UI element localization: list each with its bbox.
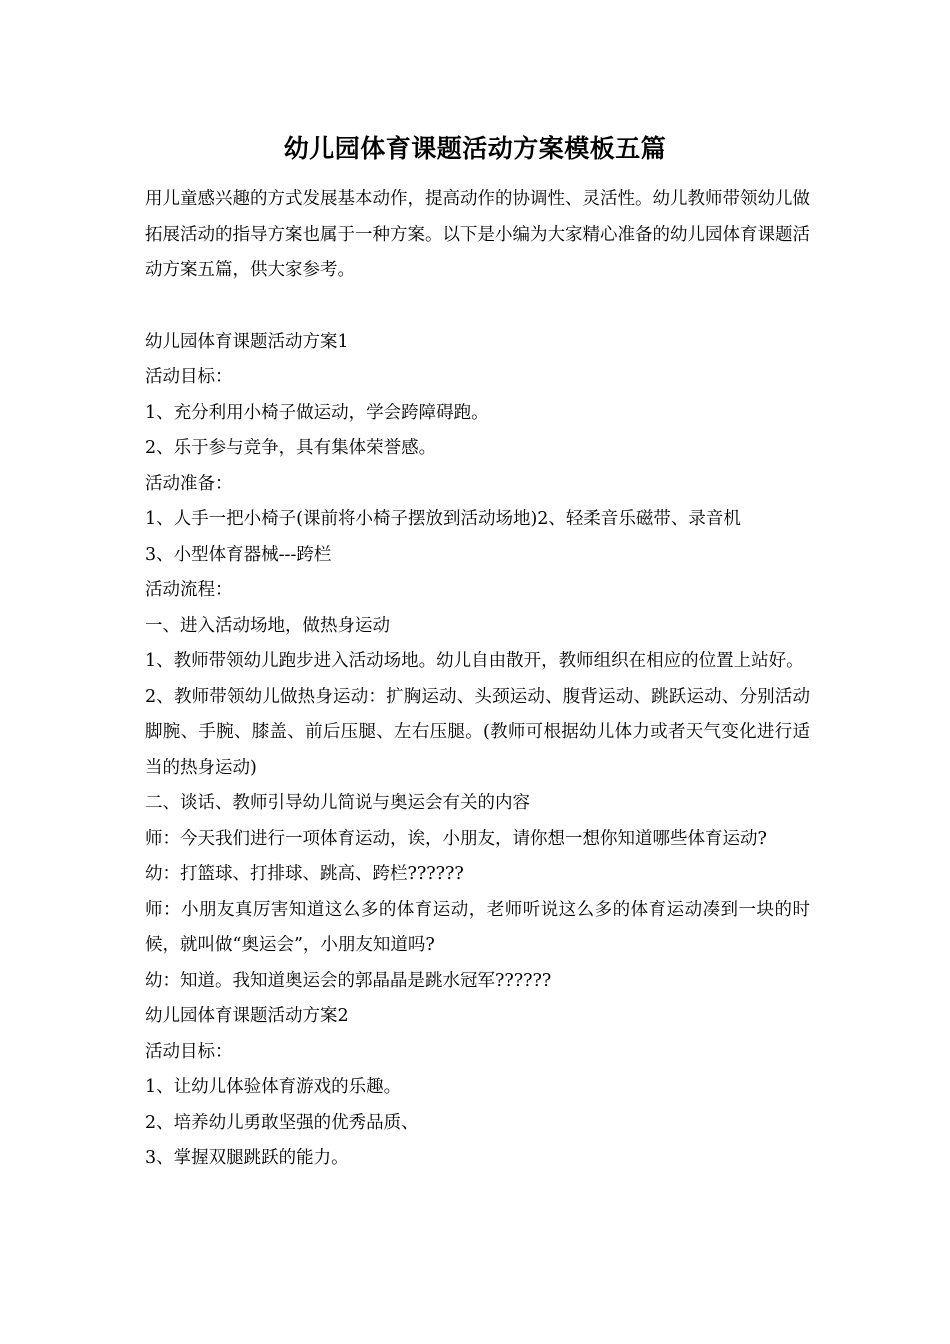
- goal-item: 2、培养幼儿勇敢坚强的优秀品质、: [145, 1112, 419, 1133]
- goal-item: 2、乐于参与竞争，具有集体荣誉感。: [145, 438, 437, 458]
- goals-heading: 活动目标：: [145, 367, 233, 387]
- intro-paragraph: 用儿童感兴趣的方式发展基本动作，提高动作的协调性、灵活性。幼儿教师带领幼儿做拓展活动的指导方案也属于一种方案。以下是小编为大家精心准备的幼儿园体育课题活动方案五篇，供大家参考。: [145, 189, 810, 280]
- dialogue-line: 师：今天我们进行一项体育运动，诶，小朋友，请你想一想你知道哪些体育运动?: [145, 828, 767, 849]
- process-heading: 活动流程：: [145, 580, 233, 600]
- document-title: 幼儿园体育课题活动方案模板五篇: [283, 134, 667, 163]
- document-body: [145, 182, 810, 1177]
- dialogue-line: 幼：知道。我知道奥运会的郭晶晶是跳水冠军??????: [145, 970, 552, 991]
- section-heading-plan-2: 幼儿园体育课题活动方案2: [145, 1006, 349, 1026]
- dialogue-line: 师：小朋友真厉害知道这么多的体育运动，老师听说这么多的体育运动凑到一块的时候，就叫做“奥运会”，小朋友知道吗?: [145, 899, 810, 955]
- goal-item: 3、掌握双腿跳跃的能力。: [145, 1148, 349, 1168]
- process-step-heading: 一、进入活动场地，做热身运动: [145, 615, 390, 636]
- goals-heading: 活动目标：: [145, 1041, 233, 1062]
- preparation-item: 1、人手一把小椅子(课前将小椅子摆放到活动场地)2、轻柔音乐磁带、录音机: [145, 509, 741, 529]
- preparation-item: 3、小型体育器械---跨栏: [145, 544, 332, 565]
- process-step-item: 1、教师带领幼儿跑步进入活动场地。幼儿自由散开，教师组织在相应的位置上站好。: [145, 651, 804, 671]
- preparation-heading: 活动准备：: [145, 473, 233, 494]
- process-step-item: 2、教师带领幼儿做热身运动：扩胸运动、头颈运动、腹背运动、跳跃运动、分别活动脚腕、手腕、膝盖、前后压腿、左右压腿。(教师可根据幼儿体力或者天气变化进行适当的热身运动): [145, 686, 810, 778]
- paragraph-spacer: [145, 289, 810, 325]
- dialogue-line: 幼：打篮球、打排球、跳高、跨栏??????: [145, 864, 464, 884]
- section-heading-plan-1: 幼儿园体育课题活动方案1: [145, 331, 349, 352]
- goal-item: 1、充分利用小椅子做运动，学会跨障碍跑。: [145, 402, 489, 423]
- goal-item: 1、让幼儿体验体育游戏的乐趣。: [145, 1077, 402, 1097]
- process-step-heading: 二、谈话、教师引导幼儿简说与奥运会有关的内容: [145, 793, 530, 813]
